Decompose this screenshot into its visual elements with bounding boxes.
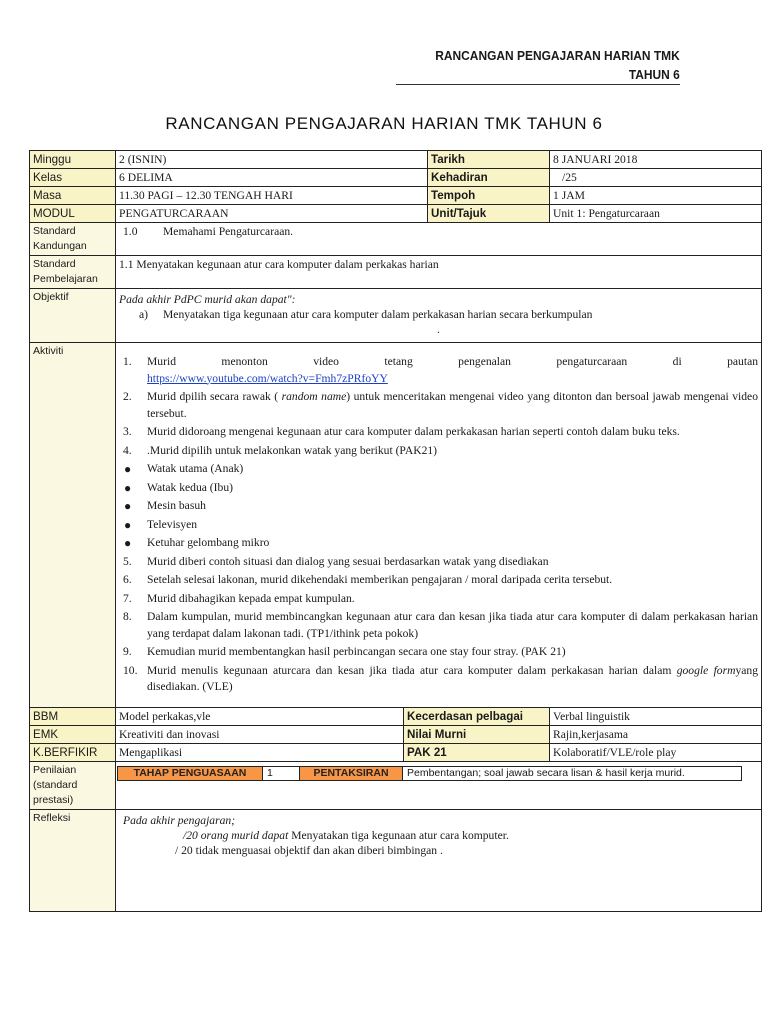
tarikh-label: Tarikh — [428, 151, 550, 169]
pak-value: Kolaboratif/VLE/role play — [550, 744, 762, 762]
objektif-value — [116, 289, 762, 343]
aktiviti-bullet-item — [119, 535, 758, 552]
lesson-plan-table — [29, 150, 762, 912]
aktiviti-num: 10. — [123, 663, 138, 677]
standard-kandungan-text: Memahami Pengaturcaraan. — [163, 225, 294, 238]
row-minggu — [30, 151, 762, 169]
tahap-value: 1 — [262, 766, 300, 781]
aktiviti-num: 9. — [123, 645, 132, 658]
aktiviti-item — [119, 572, 758, 589]
aktiviti-num: 1. — [123, 355, 132, 368]
aktiviti-num: 5. — [123, 554, 132, 568]
minggu-value: 2 (ISNIN) — [116, 151, 428, 169]
kberfikir-label: K.BERFIKIR — [30, 744, 116, 762]
row-bbm — [30, 708, 762, 726]
tempoh-value: 1 JAM — [550, 187, 762, 205]
refleksi-line-1 — [119, 828, 758, 843]
refleksi-value — [116, 810, 762, 912]
objektif-label: Objektif — [30, 289, 116, 343]
bullet-icon: ● — [124, 536, 132, 550]
objektif-dot: . — [437, 323, 440, 336]
aktiviti-item — [119, 424, 758, 441]
penilaian-value — [116, 762, 762, 810]
aktiviti-text-italic: random name — [281, 390, 347, 403]
aktiviti-text: Watak kedua (Ibu) — [147, 480, 233, 494]
aktiviti-text: Televisyen — [147, 517, 198, 531]
aktiviti-bullet-item — [119, 480, 758, 497]
aktiviti-text: Dalam kumpulan, murid membincangkan kegunaan atur cara dan kesan jika tiada atur cara komputer di dalam perkakasan harian yang terdapat dalam lakonan tadi. (TP1/ithink peta pokok) — [147, 610, 759, 640]
row-aktiviti — [30, 343, 762, 708]
nilai-label: Nilai Murni — [404, 726, 550, 744]
aktiviti-item — [119, 443, 758, 460]
aktiviti-text-italic: google form — [676, 663, 736, 677]
standard-pembelajaran-value: 1.1 Menyatakan kegunaan atur cara komputer dalam perkakas harian — [116, 256, 762, 289]
row-refleksi — [30, 810, 762, 912]
aktiviti-num: 3. — [123, 425, 132, 438]
row-objektif — [30, 289, 762, 343]
aktiviti-num: 4. — [123, 443, 132, 457]
aktiviti-text-post: yang disediakan. (VLE) — [147, 663, 759, 693]
row-masa — [30, 187, 762, 205]
pak-label: PAK 21 — [404, 744, 550, 762]
modul-value: PENGATURCARAAN — [116, 205, 428, 223]
standard-kandungan-label: Standard Kandungan — [30, 223, 116, 256]
nilai-value: Rajin,kerjasama — [550, 726, 762, 744]
aktiviti-text: Murid diberi contoh situasi dan dialog yang sesuai berdasarkan watak yang disediakan — [147, 554, 549, 568]
bullet-icon: ● — [124, 480, 132, 495]
header-line-1: RANCANGAN PENGAJARAN HARIAN TMK — [435, 48, 680, 63]
aktiviti-label: Aktiviti — [30, 343, 116, 708]
kehadiran-value: /25 — [550, 169, 762, 187]
row-modul — [30, 205, 762, 223]
tahap-label: TAHAP PENGUASAAN — [117, 766, 263, 781]
bullet-icon: ● — [124, 517, 132, 532]
aktiviti-item — [119, 554, 758, 571]
standard-pembelajaran-label: Standard Pembelajaran — [30, 256, 116, 289]
row-kelas — [30, 169, 762, 187]
masa-label: Masa — [30, 187, 116, 205]
refleksi-line-2: / 20 tidak menguasai objektif dan akan diberi bimbingan . — [175, 844, 443, 857]
aktiviti-item — [119, 591, 758, 608]
kberfikir-value: Mengaplikasi — [116, 744, 404, 762]
aktiviti-text: Murid menonton video tetang pengenalan pengaturcaraan di pautan — [147, 355, 759, 368]
aktiviti-text: Mesin basuh — [147, 499, 206, 512]
header-line-2: TAHUN 6 — [629, 67, 680, 82]
kelas-label: Kelas — [30, 169, 116, 187]
bbm-label: BBM — [30, 708, 116, 726]
row-penilaian — [30, 762, 762, 810]
aktiviti-item — [119, 609, 758, 642]
refleksi-line-1-text: Menyatakan tiga kegunaan atur cara komputer. — [288, 829, 509, 842]
assessment-strip — [118, 766, 758, 781]
penilaian-label: Penilaian (standard prestasi) — [30, 762, 116, 810]
header-rule — [396, 84, 680, 85]
aktiviti-num: 8. — [123, 610, 132, 623]
row-emk — [30, 726, 762, 744]
aktiviti-value — [116, 343, 762, 708]
bullet-icon: ● — [124, 462, 132, 476]
aktiviti-text: Watak utama (Anak) — [147, 462, 244, 475]
aktiviti-text: Murid didoroang mengenai kegunaan atur cara komputer dalam perkakasan harian seperti contoh dalam buku teks. — [147, 425, 680, 438]
aktiviti-text-pre: Murid dpilih secara rawak ( — [147, 390, 282, 403]
tarikh-value: 8 JANUARI 2018 — [550, 151, 762, 169]
aktiviti-num: 2. — [123, 390, 132, 403]
standard-kandungan-num: 1.0 — [123, 225, 138, 238]
row-standard-pembelajaran — [30, 256, 762, 289]
aktiviti-item — [119, 354, 758, 387]
aktiviti-text: Ketuhar gelombang mikro — [147, 536, 270, 549]
refleksi-line-1-italic: /20 orang murid dapat — [183, 829, 289, 842]
pentaksiran-value: Pembentangan; soal jawab secara lisan & hasil kerja murid. — [402, 766, 742, 781]
objektif-item-marker: a) — [139, 308, 149, 321]
aktiviti-bullet-item — [119, 498, 758, 515]
aktiviti-list — [119, 354, 758, 696]
refleksi-intro: Pada akhir pengajaran; — [123, 814, 236, 827]
objektif-item — [119, 307, 758, 322]
bullet-icon: ● — [124, 499, 132, 513]
row-kberfikir — [30, 744, 762, 762]
kehadiran-label: Kehadiran — [428, 169, 550, 187]
kelas-value: 6 DELIMA — [116, 169, 428, 187]
tempoh-label: Tempoh — [428, 187, 550, 205]
minggu-label: Minggu — [30, 151, 116, 169]
aktiviti-num: 6. — [123, 573, 132, 586]
row-standard-kandungan — [30, 223, 762, 256]
aktiviti-bullet-item — [119, 461, 758, 478]
page-title: RANCANGAN PENGAJARAN HARIAN TMK TAHUN 6 — [165, 114, 603, 133]
aktiviti-text: Murid dibahagikan kepada empat kumpulan. — [147, 591, 355, 605]
emk-label: EMK — [30, 726, 116, 744]
aktiviti-item — [119, 663, 758, 696]
youtube-link[interactable]: https://www.youtube.com/watch?v=Fmh7zPRfoYY — [147, 371, 388, 385]
aktiviti-text-pre: Murid menulis kegunaan aturcara dan kesan jika tiada atur cara komputer dalam perkakasan harian dalam — [147, 663, 677, 677]
masa-value: 11.30 PAGI – 12.30 TENGAH HARI — [116, 187, 428, 205]
document-header — [435, 46, 680, 84]
objektif-item-text: Menyatakan tiga kegunaan atur cara komputer dalam perkakasan harian secara berkumpulan — [163, 308, 593, 321]
objektif-intro: Pada akhir PdPC murid akan dapat": — [119, 293, 296, 306]
aktiviti-text: .Murid dipilih untuk melakonkan watak yang berikut (PAK21) — [147, 443, 438, 457]
unit-label: Unit/Tajuk — [428, 205, 550, 223]
kecerdasan-label: Kecerdasan pelbagai — [404, 708, 550, 726]
bbm-value: Model perkakas,vle — [116, 708, 404, 726]
aktiviti-bullet-item — [119, 517, 758, 534]
modul-label: MODUL — [30, 205, 116, 223]
aktiviti-text: Kemudian murid membentangkan hasil perbincangan secara one stay four stray. (PAK 21) — [147, 645, 566, 658]
aktiviti-num: 7. — [123, 591, 132, 605]
unit-value: Unit 1: Pengaturcaraan — [550, 205, 762, 223]
kecerdasan-value: Verbal linguistik — [550, 708, 762, 726]
aktiviti-item — [119, 389, 758, 422]
refleksi-label: Refleksi — [30, 810, 116, 912]
emk-value: Kreativiti dan inovasi — [116, 726, 404, 744]
aktiviti-text-post: ) untuk menceritakan mengenai video yang ditonton dan bersoal jawab mengenai video tersebut. — [147, 390, 759, 420]
pentaksiran-label: PENTAKSIRAN — [299, 766, 403, 781]
aktiviti-item — [119, 644, 758, 661]
aktiviti-text: Setelah selesai lakonan, murid dikehendaki memberikan pengajaran / moral daripada cerita tersebut. — [147, 573, 613, 586]
standard-kandungan-value — [116, 223, 762, 256]
